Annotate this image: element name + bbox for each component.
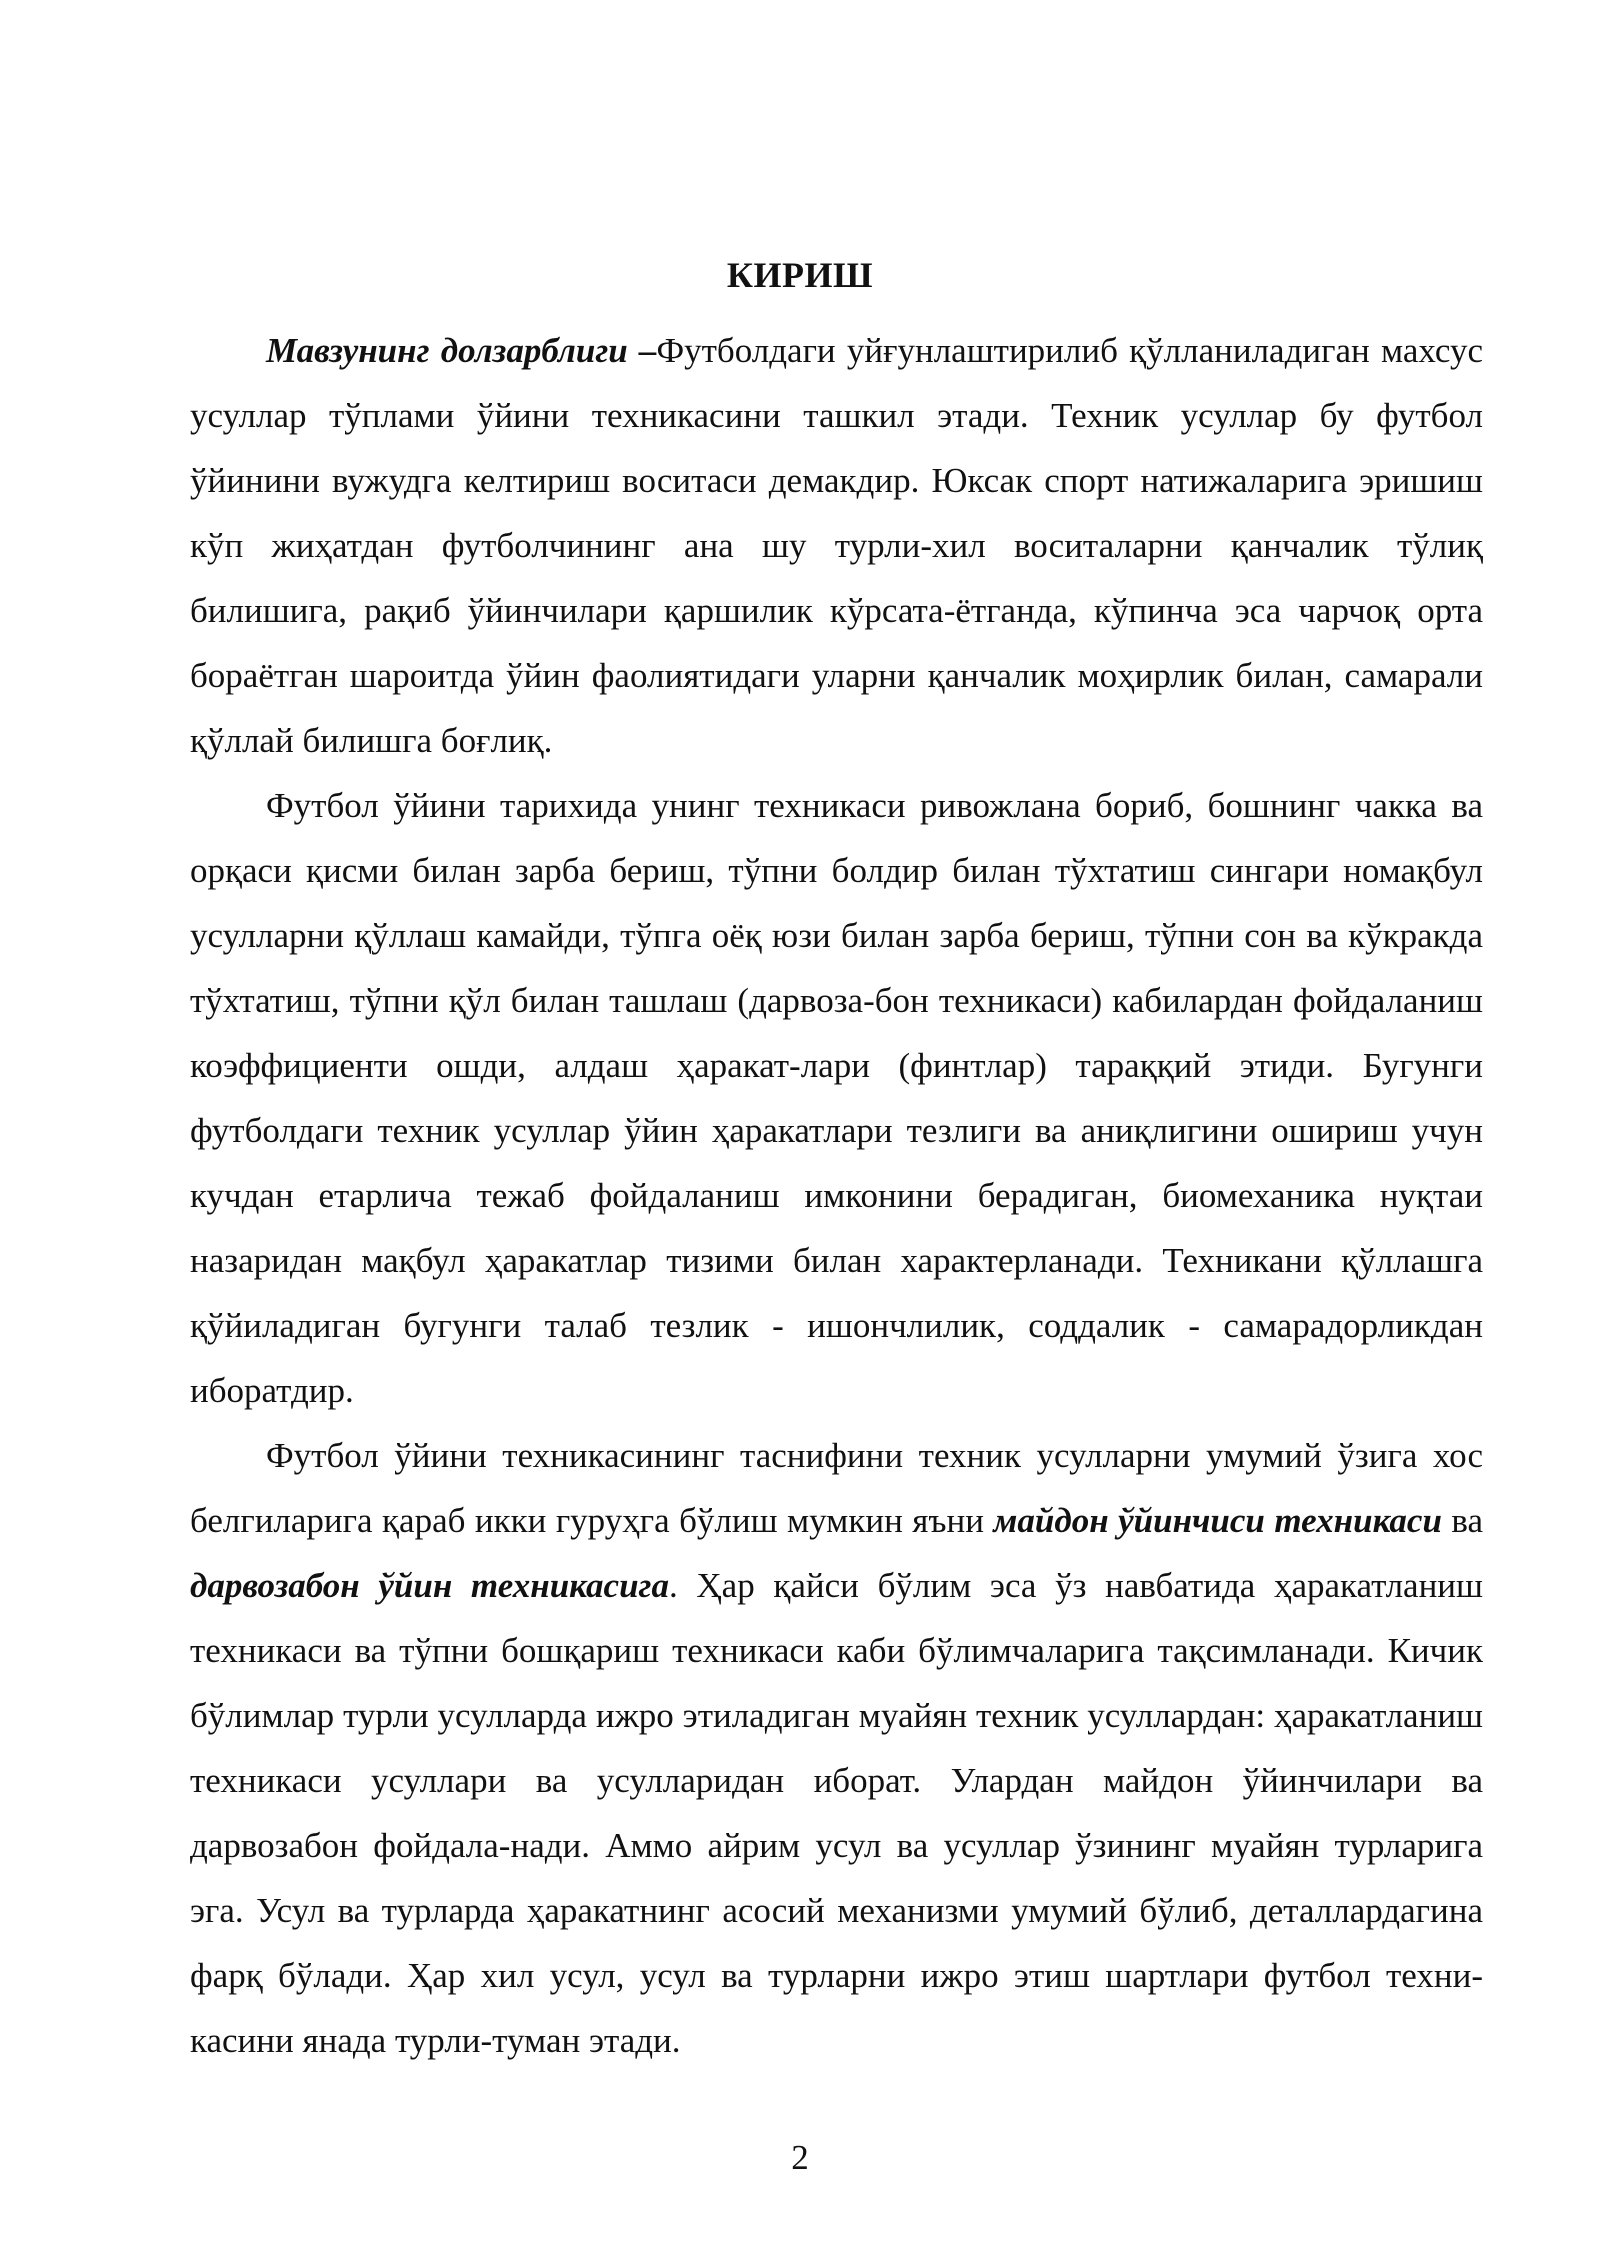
relevance-lead: Мавзунинг долзарблиги – (266, 331, 657, 370)
paragraph-text: . Ҳар қайси бўлим эса ўз навбатида ҳаракатланиш техникаси ва тўпни бошқариш техникаси каби бўлимчаларига тақсимланади. Кичик бўлимлар турли усулларда ижро этиладиган муайян техник усуллардан: ҳаракатланиш техникаси усуллари ва усулларидан иборат. Улардан майдон ўйинчилари ва дарвозабон фойдала-нади. Аммо айрим усул ва усуллар ўзининг муайян турларига эга. Усул ва турларда ҳаракатнинг асосий механизми умумий бўлиб, деталлардагина фарқ бўлади. Ҳар хил усул, усул ва турларни ижро этиш шартлари футбол техни-касини янада турли-туман этади. (190, 1566, 1483, 2060)
paragraph-text: ва (1451, 1501, 1484, 1540)
paragraph-classification (190, 1423, 1483, 2073)
paragraph-text: Футбол ўйини техникасининг таснифини техник усулларни умумий ўзига хос белгиларига қараб икки гуруҳга бўлиш мумкин яъни (190, 1436, 1483, 1540)
emphasized-term: майдон ўйинчиси техникаси (993, 1501, 1442, 1540)
page-number: 2 (791, 2138, 809, 2177)
section-heading: КИРИШ (726, 255, 874, 295)
emphasized-term: дарвозабон ўйин техникасига (190, 1566, 669, 1605)
paragraph-text: Футбол ўйини тарихида унинг техникаси ривожлана бориб, бошнинг чакка ва орқаси қисми билан зарба бериш, тўпни болдир билан тўхтатиш сингари номақбул усулларни қўллаш камайди, тўпга оёқ юзи билан зарба бериш, тўпни сон ва кўкракда тўхтатиш, тўпни қўл билан ташлаш (дарвоза-бон техникаси) кабилардан фойдаланиш коэффициенти ошди, алдаш ҳаракат-лари (финтлар) тараққий этиди. Бугунги футболдаги техник усуллар ўйин ҳаракатлари тезлиги ва аниқлигини ошириш учун кучдан етарлича тежаб фойдаланиш имконини берадиган, биомеханика нуқтаи назаридан мақбул ҳаракатлар тизими билан характерланади. Техникани қўллашга қўйиладиган бугунги талаб тезлик - ишончлилик, соддалик - самарадорликдан иборатдир. (190, 786, 1483, 1410)
paragraph-history (190, 773, 1483, 1423)
body-text (190, 318, 1483, 2073)
paragraph-text: Футболдаги уйғунлаштирилиб қўлланиладиган махсус усуллар тўплами ўйини техникасини ташкил этади. Техник усуллар бу футбол ўйинини вужудга келтириш воситаси демакдир. Юксак спорт натижаларига эришиш кўп жиҳатдан футболчининг ана шу турли-хил воситаларни қанчалик тўлиқ билишига, рақиб ўйинчилари қаршилик кўрсата-ётганда, кўпинча эса чарчоқ орта бораётган шароитда ўйин фаолиятидаги уларни қанчалик моҳирлик билан, самарали қўллай билишга боғлиқ. (190, 331, 1483, 760)
paragraph-relevance (190, 318, 1483, 773)
